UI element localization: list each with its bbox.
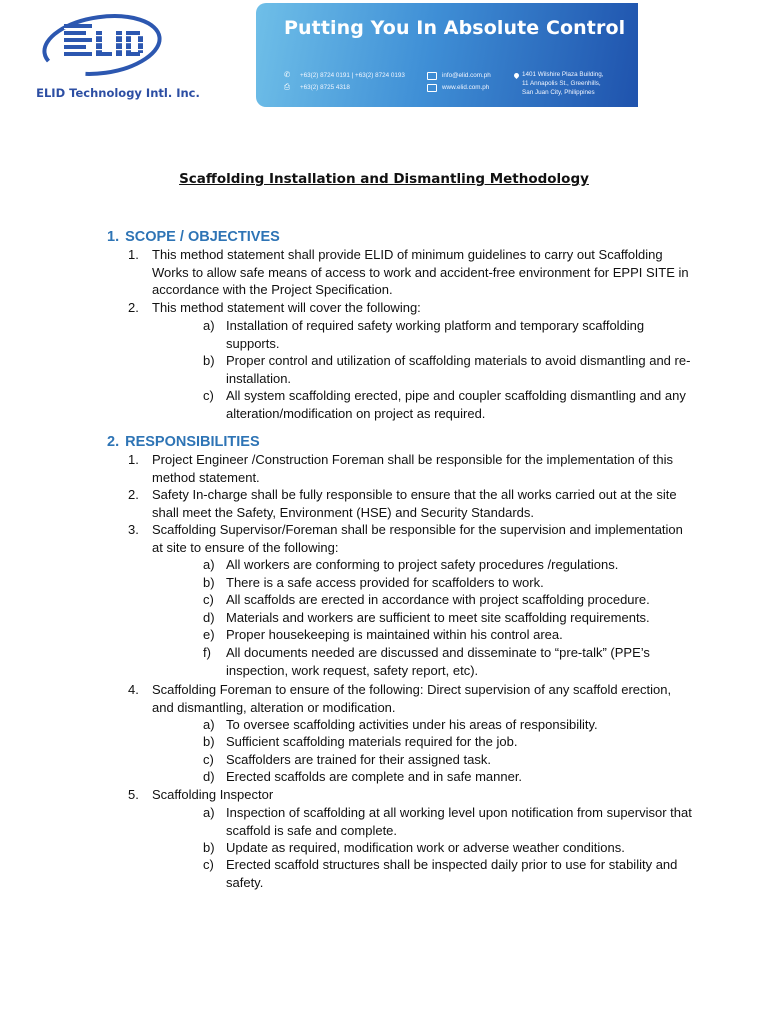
company-name: ELID Technology Intl. Inc. xyxy=(36,86,200,100)
website-address: www.elid.com.ph xyxy=(442,84,490,91)
company-logo xyxy=(28,8,198,100)
fax-number: +63(2) 8725 4318 xyxy=(300,84,350,91)
section-heading-responsibilities: 2. RESPONSIBILITIES xyxy=(107,434,260,450)
address-line-3: San Juan City, Philippines xyxy=(522,89,595,96)
phone-icon: ✆ xyxy=(284,70,291,79)
web-icon xyxy=(427,84,437,92)
address-line-2: 11 Annapolis St., Greenhills, xyxy=(522,80,601,87)
email-address: info@elid.com.ph xyxy=(442,72,491,79)
location-pin-icon xyxy=(513,72,520,79)
document-title: Scaffolding Installation and Dismantling Methodology xyxy=(179,171,589,187)
email-icon xyxy=(427,72,437,80)
banner-tagline: Putting You In Absolute Control xyxy=(284,17,626,39)
elid-logo-mark xyxy=(40,8,165,83)
fax-icon: ⎙ xyxy=(284,82,290,91)
address-line-1: 1401 Wilshire Plaza Building, xyxy=(522,71,604,78)
section-heading-scope: 1. SCOPE / OBJECTIVES xyxy=(107,229,280,245)
phone-numbers: +63(2) 8724 0191 | +63(2) 8724 0193 xyxy=(300,72,405,79)
letterhead-banner xyxy=(256,3,638,107)
